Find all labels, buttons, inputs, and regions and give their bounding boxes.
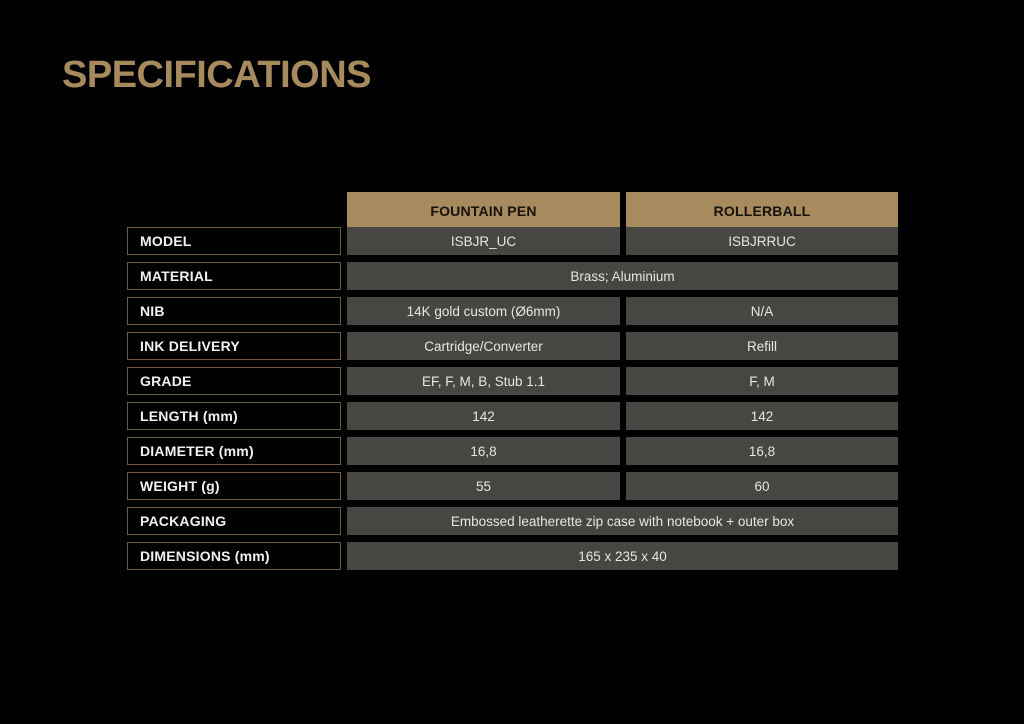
column-header-fountain-pen: FOUNTAIN PEN (347, 192, 620, 229)
row-label-length-mm: LENGTH (mm) (127, 402, 341, 430)
row-label-ink-delivery: INK DELIVERY (127, 332, 341, 360)
spec-table (127, 192, 898, 570)
cell-grade-fountain-pen: EF, F, M, B, Stub 1.1 (347, 367, 620, 395)
row-label-grade: GRADE (127, 367, 341, 395)
cell-length-mm-fountain-pen: 142 (347, 402, 620, 430)
row-label-diameter-mm: DIAMETER (mm) (127, 437, 341, 465)
cell-grade-rollerball: F, M (626, 367, 898, 395)
cell-length-mm-rollerball: 142 (626, 402, 898, 430)
cell-model-fountain-pen: ISBJR_UC (347, 227, 620, 255)
cell-packaging-both: Embossed leatherette zip case with notebook + outer box (347, 507, 898, 535)
row-label-weight-g: WEIGHT (g) (127, 472, 341, 500)
row-label-material: MATERIAL (127, 262, 341, 290)
page-title: SPECIFICATIONS (62, 54, 371, 96)
row-label-packaging: PACKAGING (127, 507, 341, 535)
cell-weight-g-rollerball: 60 (626, 472, 898, 500)
cell-dimensions-mm-both: 165 x 235 x 40 (347, 542, 898, 570)
cell-model-rollerball: ISBJRRUC (626, 227, 898, 255)
table-corner-spacer (127, 192, 341, 229)
cell-diameter-mm-fountain-pen: 16,8 (347, 437, 620, 465)
row-label-dimensions-mm: DIMENSIONS (mm) (127, 542, 341, 570)
row-label-nib: NIB (127, 297, 341, 325)
cell-nib-rollerball: N/A (626, 297, 898, 325)
cell-diameter-mm-rollerball: 16,8 (626, 437, 898, 465)
cell-ink-delivery-fountain-pen: Cartridge/Converter (347, 332, 620, 360)
cell-material-both: Brass; Aluminium (347, 262, 898, 290)
cell-nib-fountain-pen: 14K gold custom (Ø6mm) (347, 297, 620, 325)
row-label-model: MODEL (127, 227, 341, 255)
cell-ink-delivery-rollerball: Refill (626, 332, 898, 360)
cell-weight-g-fountain-pen: 55 (347, 472, 620, 500)
column-header-rollerball: ROLLERBALL (626, 192, 898, 229)
